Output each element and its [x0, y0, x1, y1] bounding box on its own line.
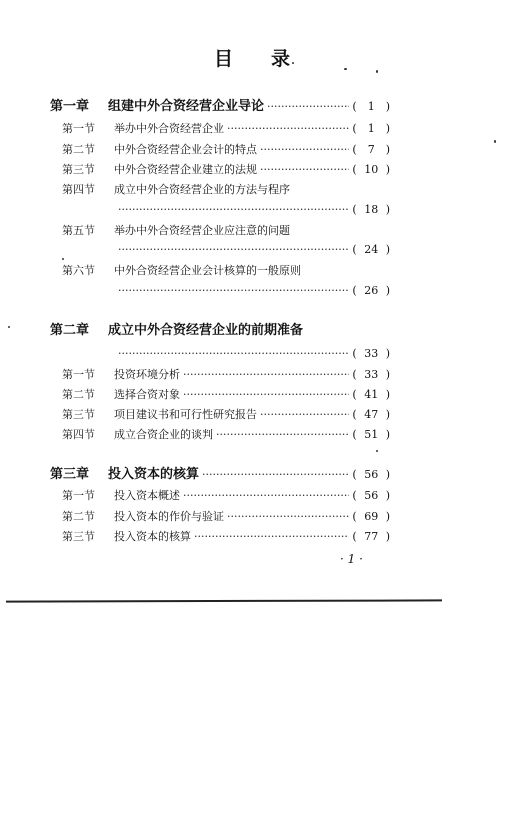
section-title: 项目建议书和可行性研究报告 [114, 408, 257, 421]
section-label: 第四节 [62, 183, 95, 196]
page-ref: ( 41 ) [352, 388, 390, 401]
toc-section-1-4[interactable] [62, 181, 390, 199]
toc-section-2-3[interactable] [62, 406, 390, 424]
section-label: 第三节 [62, 530, 95, 543]
dot-leader [267, 98, 349, 116]
section-label: 第六节 [62, 264, 95, 277]
dot-leader [118, 201, 349, 219]
page-number: · 1 · [340, 552, 363, 566]
page-ref: ( 51 ) [352, 428, 390, 441]
toc-chapter-1[interactable] [50, 98, 390, 116]
dot-leader [118, 282, 349, 300]
page-ref: ( 47 ) [352, 408, 390, 421]
toc-section-3-1[interactable] [62, 487, 390, 505]
chapter-label: 第三章 [50, 467, 90, 482]
dot-leader [227, 508, 349, 526]
chapter-title: 投入资本的核算 [108, 467, 200, 482]
page-title [0, 44, 506, 71]
section-title: 成立中外合资经营企业的方法与程序 [114, 183, 290, 196]
section-title: 举办中外合资经营企业应注意的问题 [114, 224, 290, 237]
dot-leader [118, 241, 349, 259]
section-title: 举办中外合资经营企业 [114, 122, 224, 135]
toc-section-1-6-leader[interactable] [118, 282, 390, 300]
page-ref: ( 26 ) [352, 284, 390, 297]
page-ref: ( 18 ) [352, 203, 390, 216]
section-title: 选择合资对象 [114, 388, 180, 401]
section-label: 第一节 [62, 122, 95, 135]
page-ref: ( 1 ) [352, 122, 390, 135]
toc-section-1-2[interactable] [62, 141, 390, 159]
scan-speck [376, 70, 378, 73]
toc-section-3-2[interactable] [62, 508, 390, 526]
dot-leader [194, 528, 349, 546]
toc-section-3-3[interactable] [62, 528, 390, 546]
chapter-label: 第二章 [50, 323, 90, 338]
scan-speck [344, 68, 347, 70]
section-label: 第二节 [62, 510, 95, 523]
dot-leader [260, 406, 349, 424]
scan-speck [8, 326, 10, 328]
chapter-label: 第一章 [50, 99, 90, 114]
scan-speck [376, 450, 378, 452]
toc-section-1-6[interactable] [62, 262, 390, 280]
dot-leader [260, 141, 349, 159]
chapter-title: 成立中外合资经营企业的前期准备 [108, 323, 304, 338]
page-ref: ( 7 ) [352, 143, 390, 156]
section-title: 中外合资经营企业会计的特点 [114, 143, 257, 156]
section-title: 投入资本概述 [114, 489, 180, 502]
page-ref: ( 33 ) [352, 368, 390, 381]
page-ref: ( 77 ) [352, 530, 390, 543]
dot-leader [216, 426, 349, 444]
section-title: 中外合资经营企业建立的法规 [114, 163, 257, 176]
page-ref: ( 56 ) [352, 468, 390, 481]
section-label: 第三节 [62, 408, 95, 421]
dot-leader [183, 386, 349, 404]
toc-section-2-1[interactable] [62, 366, 390, 384]
page-ref: ( 69 ) [352, 510, 390, 523]
section-label: 第四节 [62, 428, 95, 441]
dot-leader [260, 161, 349, 179]
section-label: 第三节 [62, 163, 95, 176]
page-bottom-rule [6, 599, 442, 602]
section-label: 第一节 [62, 368, 95, 381]
page-ref: ( 1 ) [352, 100, 390, 113]
dot-leader [183, 366, 349, 384]
section-title: 投入资本的核算 [114, 530, 191, 543]
page-ref: ( 56 ) [352, 489, 390, 502]
scan-speck [292, 62, 294, 64]
page-ref: ( 33 ) [352, 347, 390, 360]
toc-section-1-5[interactable] [62, 222, 390, 240]
toc-chapter-2[interactable] [50, 322, 390, 340]
toc-chapter-2-leader[interactable] [118, 345, 390, 363]
toc-section-2-4[interactable] [62, 426, 390, 444]
toc-section-1-4-leader[interactable] [118, 201, 390, 219]
section-title: 投资环境分析 [114, 368, 180, 381]
section-label: 第一节 [62, 489, 95, 502]
section-title: 成立合资企业的谈判 [114, 428, 213, 441]
dot-leader [227, 120, 349, 138]
page-ref: ( 24 ) [352, 243, 390, 256]
toc-section-2-2[interactable] [62, 386, 390, 404]
dot-leader [202, 466, 349, 484]
dot-leader [118, 345, 349, 363]
title-char-2: 录 [271, 48, 293, 70]
toc-section-1-5-leader[interactable] [118, 241, 390, 259]
section-title: 中外合资经营企业会计核算的一般原则 [114, 264, 301, 277]
section-label: 第二节 [62, 143, 95, 156]
toc-section-1-3[interactable] [62, 161, 390, 179]
section-title: 投入资本的作价与验证 [114, 510, 224, 523]
toc-chapter-3[interactable] [50, 466, 390, 484]
scan-speck [62, 258, 64, 260]
section-label: 第五节 [62, 224, 95, 237]
section-label: 第二节 [62, 388, 95, 401]
title-char-1: 目 [213, 48, 235, 70]
page-ref: ( 10 ) [352, 163, 390, 176]
dot-leader [183, 487, 349, 505]
scan-speck [494, 140, 496, 143]
toc-section-1-1[interactable] [62, 120, 390, 138]
chapter-title: 组建中外合资经营企业导论 [108, 99, 265, 114]
